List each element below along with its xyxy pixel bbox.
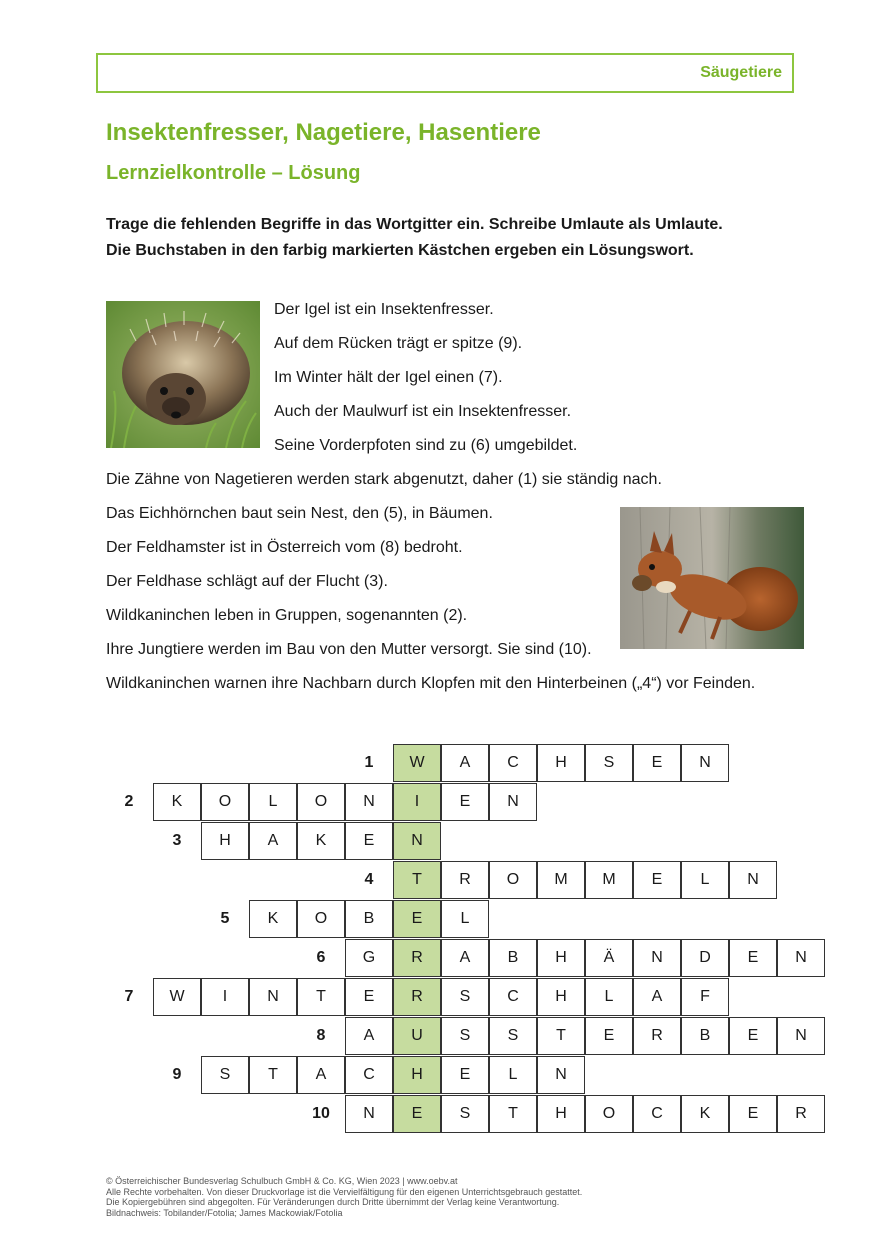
crossword-cell: E [441, 783, 489, 821]
crossword-cell: T [249, 1056, 297, 1094]
crossword-cell: D [681, 939, 729, 977]
crossword-cell: N [537, 1056, 585, 1094]
crossword-cell: C [489, 744, 537, 782]
crossword-cell: N [681, 744, 729, 782]
crossword-cell: N [729, 861, 777, 899]
crossword-cell: H [201, 822, 249, 860]
crossword-cell: O [201, 783, 249, 821]
crossword-cell: A [633, 978, 681, 1016]
clue-line: Der Feldhamster ist in Österreich vom (8) bedroht. [106, 539, 463, 556]
instruction-line-2: Die Buchstaben in den farbig markierten Kästchen ergeben ein Lösungswort. [106, 242, 694, 259]
crossword-number: 5 [220, 910, 230, 927]
crossword-cell: N [345, 1095, 393, 1133]
crossword-cell: E [633, 861, 681, 899]
crossword-cell: S [585, 744, 633, 782]
crossword-cell: L [249, 783, 297, 821]
crossword-number: 6 [316, 949, 326, 966]
page-title: Insektenfresser, Nagetiere, Hasentiere [106, 119, 541, 146]
clue-line: Im Winter hält der Igel einen (7). [274, 369, 503, 386]
crossword-solution-cell: T [393, 861, 441, 899]
crossword-cell: C [345, 1056, 393, 1094]
footer-fees: Die Kopiergebühren sind abgegolten. Für Veränderungen durch Dritte übernimmt der Verlag keine Verantwortung. [106, 1197, 560, 1207]
crossword-cell: O [489, 861, 537, 899]
crossword-cell: W [153, 978, 201, 1016]
clue-line: Wildkaninchen leben in Gruppen, sogenannten (2). [106, 607, 468, 624]
crossword-cell: O [297, 900, 345, 938]
crossword-cell: K [681, 1095, 729, 1133]
crossword-cell: S [201, 1056, 249, 1094]
crossword-number: 7 [124, 988, 134, 1005]
crossword-cell: T [297, 978, 345, 1016]
crossword-cell: O [585, 1095, 633, 1133]
crossword-number: 9 [172, 1066, 182, 1083]
clue-line: Auch der Maulwurf ist ein Insektenfresser. [274, 403, 572, 420]
crossword-solution-cell: E [393, 900, 441, 938]
crossword-cell: E [345, 822, 393, 860]
crossword-cell: O [297, 783, 345, 821]
crossword-cell: H [537, 744, 585, 782]
crossword-cell: G [345, 939, 393, 977]
crossword-solution-cell: U [393, 1017, 441, 1055]
crossword-cell: A [441, 939, 489, 977]
crossword-number: 4 [364, 871, 374, 888]
crossword-number: 10 [312, 1105, 330, 1122]
crossword-cell: R [633, 1017, 681, 1055]
crossword-cell: B [681, 1017, 729, 1055]
crossword-cell: N [777, 939, 825, 977]
crossword-cell: H [537, 978, 585, 1016]
footer-copyright: © Österreichischer Bundesverlag Schulbuch GmbH & Co. KG, Wien 2023 | www.oebv.at [106, 1176, 458, 1186]
crossword-cell: N [777, 1017, 825, 1055]
crossword-cell: L [441, 900, 489, 938]
crossword-cell: E [345, 978, 393, 1016]
crossword-cell: S [441, 1017, 489, 1055]
crossword-cell: R [441, 861, 489, 899]
crossword-cell: M [585, 861, 633, 899]
clue-line: Der Feldhase schlägt auf der Flucht (3). [106, 573, 388, 590]
footer-rights: Alle Rechte vorbehalten. Von dieser Druckvorlage ist die Vervielfältigung für den eigenen Unterrichtsgebrauch gestattet. [106, 1186, 583, 1197]
crossword-cell: F [681, 978, 729, 1016]
crossword-cell: L [585, 978, 633, 1016]
clue-line: Ihre Jungtiere werden im Bau von den Mutter versorgt. Sie sind (10). [106, 641, 592, 658]
crossword-cell: E [729, 939, 777, 977]
crossword-solution-cell: I [393, 783, 441, 821]
crossword-cell: N [249, 978, 297, 1016]
instruction-line-1: Trage die fehlenden Begriffe in das Wortgitter ein. Schreibe Umlaute als Umlaute. [106, 216, 723, 233]
crossword-cell: A [345, 1017, 393, 1055]
crossword-cell: A [249, 822, 297, 860]
crossword-cell: E [585, 1017, 633, 1055]
crossword-cell: S [441, 978, 489, 1016]
crossword-number: 3 [172, 832, 182, 849]
crossword-cell: H [537, 1095, 585, 1133]
footer [106, 1176, 582, 1218]
crossword-solution-cell: H [393, 1056, 441, 1094]
crossword-cell: L [489, 1056, 537, 1094]
category-label: Säugetiere [700, 64, 782, 81]
crossword-solution-cell: R [393, 939, 441, 977]
crossword-cell: T [489, 1095, 537, 1133]
crossword-solution-cell: W [393, 744, 441, 782]
clue-line: Die Zähne von Nagetieren werden stark abgenutzt, daher (1) sie ständig nach. [106, 471, 662, 488]
crossword-cell: R [777, 1095, 825, 1133]
crossword-cell: E [633, 744, 681, 782]
clue-line: Das Eichhörnchen baut sein Nest, den (5), in Bäumen. [106, 505, 493, 522]
crossword-solution-cell: E [393, 1095, 441, 1133]
crossword-cell: H [537, 939, 585, 977]
crossword-cell: S [441, 1095, 489, 1133]
crossword-number: 2 [124, 793, 134, 810]
crossword-cell: E [729, 1095, 777, 1133]
crossword-cell: N [345, 783, 393, 821]
crossword-number: 8 [316, 1027, 326, 1044]
crossword-cell: L [681, 861, 729, 899]
crossword-cell: C [633, 1095, 681, 1133]
crossword-cell: E [729, 1017, 777, 1055]
crossword-cell: S [489, 1017, 537, 1055]
crossword-cell: K [297, 822, 345, 860]
crossword-cell: I [201, 978, 249, 1016]
crossword-cell: K [153, 783, 201, 821]
clue-line: Der Igel ist ein Insektenfresser. [274, 301, 494, 318]
crossword-cell: B [489, 939, 537, 977]
crossword-cell: A [441, 744, 489, 782]
crossword-cell: N [633, 939, 681, 977]
crossword-number: 1 [364, 754, 374, 771]
crossword-cell: Ä [585, 939, 633, 977]
clue-line: Wildkaninchen warnen ihre Nachbarn durch Klopfen mit den Hinterbeinen („4“) vor Feinden. [106, 675, 756, 692]
crossword-cell: C [489, 978, 537, 1016]
footer-image-credits: Bildnachweis: Tobilander/Fotolia; James Mackowiak/Fotolia [106, 1207, 343, 1218]
crossword-solution-cell: R [393, 978, 441, 1016]
crossword-cell: M [537, 861, 585, 899]
clue-line: Seine Vorderpfoten sind zu (6) umgebildet. [274, 437, 578, 454]
crossword-cell: T [537, 1017, 585, 1055]
crossword-solution-cell: N [393, 822, 441, 860]
page-subtitle: Lernzielkontrolle – Lösung [106, 162, 361, 184]
crossword-cell: A [297, 1056, 345, 1094]
crossword-cell: E [441, 1056, 489, 1094]
crossword-cell: K [249, 900, 297, 938]
crossword-cell: B [345, 900, 393, 938]
crossword-cell: N [489, 783, 537, 821]
clue-line: Auf dem Rücken trägt er spitze (9). [274, 335, 523, 352]
